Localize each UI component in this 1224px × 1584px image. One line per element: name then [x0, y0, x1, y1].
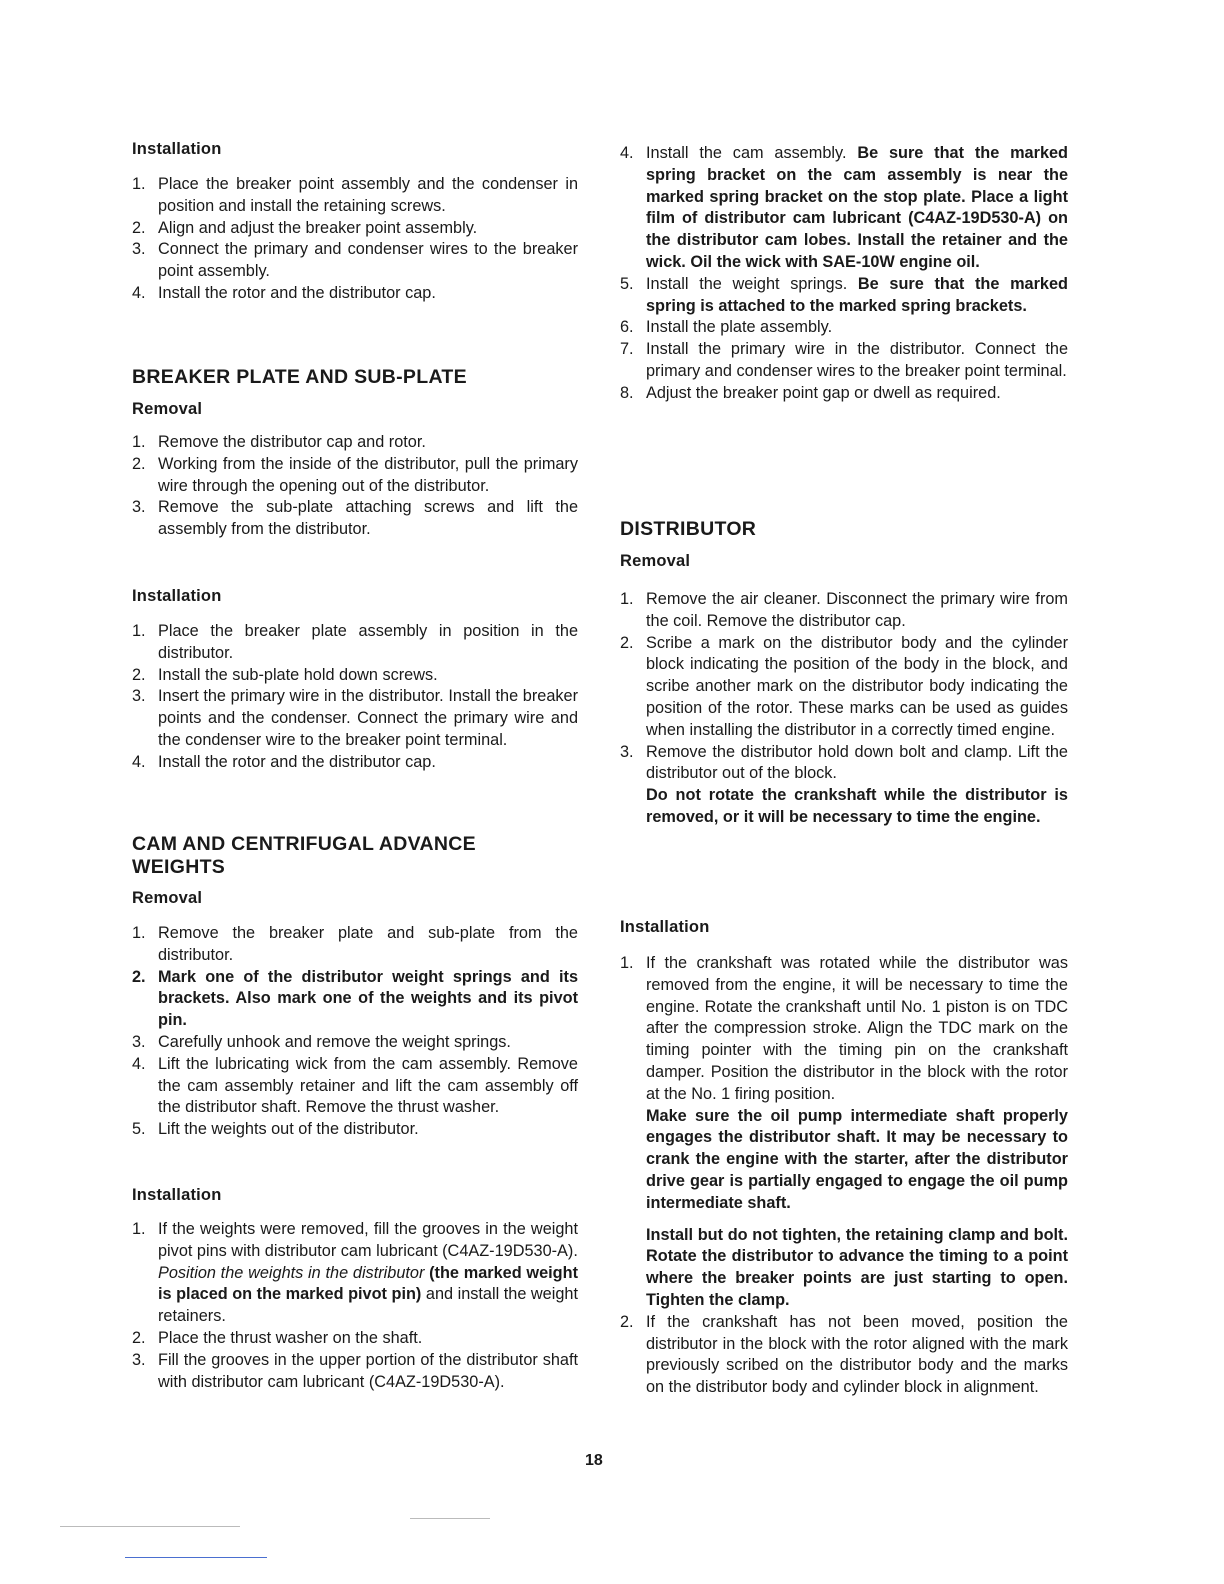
list-item: 3. Remove the distributor hold down bolt and clamp. Lift the distributor out of the block. Do not rotate the crankshaft while the distributor is removed, or it will be necessary to time the engine. — [620, 742, 1068, 826]
list-item: 1. Place the breaker plate assembly in position in the distributor. — [132, 622, 578, 662]
footer-rule — [125, 1557, 267, 1558]
list-item: 3. Insert the primary wire in the distributor. Install the breaker points and the condenser. Connect the primary wire and the condenser wire to the breaker point terminal. — [132, 687, 578, 749]
page-number: 18 — [585, 1452, 603, 1469]
list-item: 1. If the weights were removed, fill the grooves in the weight pivot pins with distributor cam lubricant (C4AZ-19D530-A). Position the weights in the distributor (the marked weight is placed on the marked pivot pin) and install the weight retainers. — [132, 1220, 578, 1326]
list-item: 1. Remove the air cleaner. Disconnect the primary wire from the coil. Remove the distributor cap. — [620, 590, 1068, 630]
section-heading-removal: Removal — [620, 552, 691, 570]
installation-list — [132, 1219, 578, 1393]
list-item: 1. Place the breaker point assembly and the condenser in position and install the retaining screws. — [132, 175, 578, 215]
continued-list — [620, 143, 1068, 405]
list-item: 4. Install the rotor and the distributor cap. — [132, 283, 436, 302]
list-item: 1. If the crankshaft was rotated while the distributor was removed from the engine, it will be necessary to time the engine. Rotate the crankshaft until No. 1 piston is on TDC after the compression stroke. Align the TDC mark on the timing pointer with the timing pin on the crankshaft damper. Position the distributor in the block with the rotor at the No. 1 firing position. Make sure the oil pump intermediate shaft properly engages the distributor shaft. It may be necessary to crank the engine with the starter, after the distributor drive gear is partially engaged to engage the oil pump intermediate shaft. Install but do not tighten, the retaining clamp and bolt. Rotate the distributor to advance the timing to a point where the breaker points are just starting to open. Tighten the clamp. — [620, 954, 1068, 1309]
list-item: 3. Fill the grooves in the upper portion of the distributor shaft with distributor cam lubricant (C4AZ-19D530-A). — [132, 1350, 578, 1391]
list-item: 1. Remove the breaker plate and sub-plate from the distributor. — [132, 924, 578, 964]
section-heading-removal: Removal — [132, 889, 203, 907]
list-item: 4. Install the cam assembly. Be sure that the marked spring bracket on the cam assembly is near the marked spring bracket on the stop plate. Place a light film of distributor cam lubricant (C4AZ-19D530-A) on the distributor cam lobes. Install the retainer and the wick. Oil the wick with SAE-10W engine oil. — [620, 144, 1068, 271]
list-item: 5. Install the weight springs. Be sure that the marked spring is attached to the marked spring brackets. — [620, 274, 1068, 315]
list-item: 2. Scribe a mark on the distributor body and the cylinder block indicating the position of the body in the block, and scribe another mark on the distributor body indicating the position of the rotor. These marks can be used as guides when installing the distributor in a correctly timed engine. — [620, 633, 1068, 739]
list-item: 1. Remove the distributor cap and rotor. — [132, 433, 426, 451]
removal-list — [132, 432, 578, 541]
list-item: 2. Install the sub-plate hold down screws. — [132, 665, 438, 684]
section-title-breaker-plate: BREAKER PLATE AND SUB-PLATE — [132, 366, 467, 388]
list-item: 5. Lift the weights out of the distributor. — [132, 1120, 419, 1139]
list-item: 2. Mark one of the distributor weight springs and its brackets. Also mark one of the weights and its pivot pin. — [132, 967, 578, 1030]
list-item: 4. Lift the lubricating wick from the cam assembly. Remove the cam assembly retainer and lift the cam assembly off the distributor shaft. Remove the thrust washer. — [132, 1054, 578, 1117]
section-heading-removal: Removal — [132, 400, 203, 418]
section-title-cam-weights: CAM AND CENTRIFUGAL ADVANCE WEIGHTS — [132, 833, 476, 878]
section-heading-installation: Installation — [132, 1186, 222, 1204]
list-item: 2. Place the thrust washer on the shaft. — [132, 1328, 423, 1347]
list-item: 3. Connect the primary and condenser wires to the breaker point assembly. — [132, 240, 578, 281]
installation-list — [620, 953, 1068, 1399]
list-item: 3. Carefully unhook and remove the weight springs. — [132, 1032, 511, 1051]
list-item: 3. Remove the sub-plate attaching screws and lift the assembly from the distributor. — [132, 498, 578, 539]
removal-list — [620, 589, 1068, 829]
section-heading-installation: Installation — [132, 587, 222, 605]
section-title-distributor: DISTRIBUTOR — [620, 518, 757, 540]
removal-list — [132, 923, 578, 1141]
list-item: 2. Working from the inside of the distributor, pull the primary wire through the opening out of the distributor. — [132, 454, 578, 495]
list-item: 2. If the crankshaft has not been moved, position the distributor in the block with the rotor aligned with the mark previously scribed on the distributor body and the marks on the distributor body and cylinder block in alignment. — [620, 1312, 1068, 1397]
list-item: 6. Install the plate assembly. — [620, 318, 833, 337]
scan-artifact — [410, 1518, 490, 1519]
list-item: 8. Adjust the breaker point gap or dwell as required. — [620, 383, 1001, 402]
installation-list — [132, 174, 578, 305]
list-item: 2. Align and adjust the breaker point assembly. — [132, 218, 478, 237]
section-heading-installation: Installation — [620, 918, 710, 936]
list-item: 7. Install the primary wire in the distributor. Connect the primary and condenser wires to the breaker point terminal. — [620, 340, 1068, 380]
list-item: 4. Install the rotor and the distributor cap. — [132, 752, 436, 771]
section-heading-installation: Installation — [132, 140, 222, 158]
scan-artifact — [60, 1526, 240, 1527]
installation-list — [132, 621, 578, 774]
